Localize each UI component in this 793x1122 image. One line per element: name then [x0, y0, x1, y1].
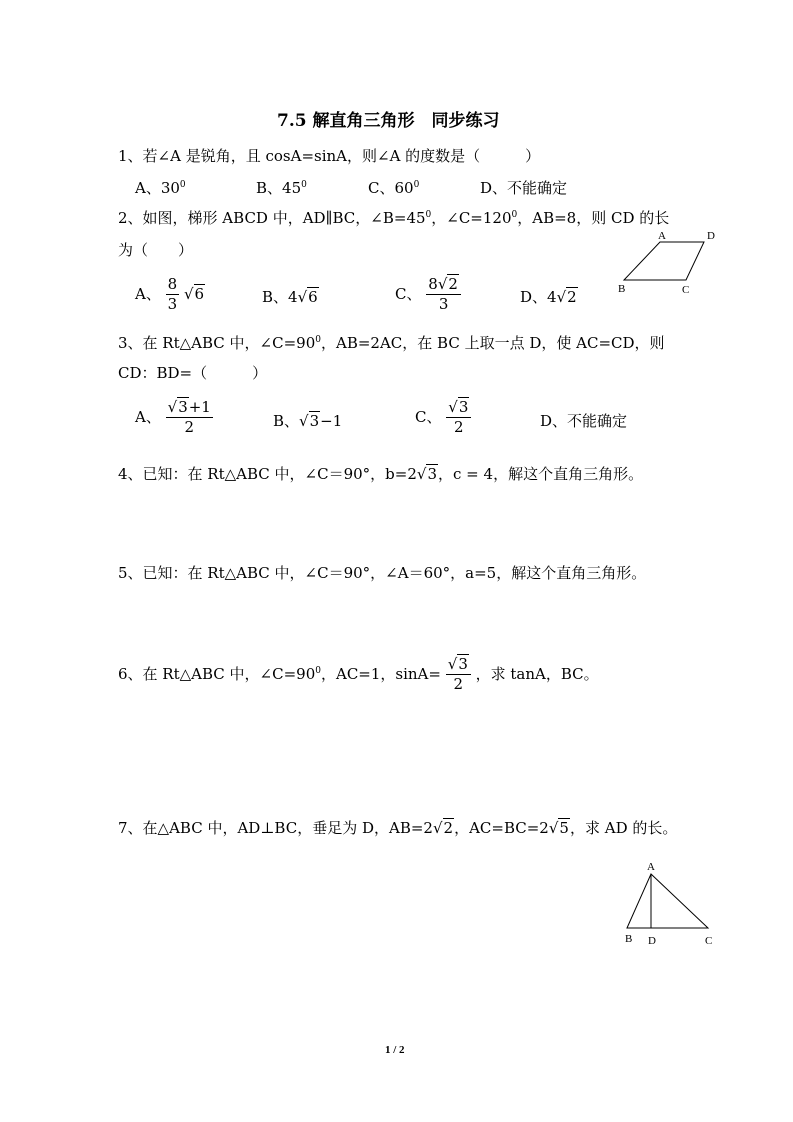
q1-option-c: C、$60^0$ — [368, 179, 420, 197]
q3-stem-line2: CD：BD=（ ） — [118, 364, 268, 382]
q5-text: 5、已知：在 Rt△ABC 中，∠C＝90°，∠A＝60°，a=5，解这个直角三角形。 — [118, 564, 647, 582]
trapezoid-figure — [612, 226, 727, 298]
fraction: $\frac{8√2}{3}$ — [426, 276, 461, 314]
q1-option-b: B、$45^0$ — [256, 179, 307, 197]
q2-option-c: C、 $\frac{8√2}{3}$ — [395, 276, 461, 314]
sqrt: √6 — [183, 284, 205, 303]
q3-option-b: B、√3−1 — [273, 412, 343, 430]
q3-option-d: D、不能确定 — [540, 412, 628, 430]
page-number: 1 / 2 — [385, 1044, 405, 1056]
sqrt: √6 — [297, 288, 318, 306]
q1-stem: 1、若∠A 是锐角，且 cosA=sinA，则∠A 的度数是（ ） — [118, 147, 541, 165]
fraction: $\frac{8}{3}$ — [167, 275, 178, 314]
triangle-figure — [618, 858, 722, 950]
sqrt: √2 — [556, 288, 577, 306]
page-title: 7.5 解直角三角形 同步练习 — [277, 111, 500, 131]
fraction: $\frac{√3}{2}$ — [446, 656, 471, 694]
label-b: B — [625, 933, 633, 945]
fraction: $\frac{√3}{2}$ — [446, 399, 471, 437]
label-a: A — [647, 861, 655, 873]
label-a: A — [658, 230, 666, 242]
q4-text: 4、已知：在 Rt△ABC 中，∠C＝90°，b=2√3，c = 4，解这个直角三角形。 — [118, 465, 644, 483]
sqrt: √5 — [548, 819, 569, 837]
q3-option-a: A、 $\frac{√3+1}{2}$ — [135, 398, 211, 437]
q1-option-d: D、不能确定 — [480, 179, 568, 197]
fraction: $\frac{√3+1}{2}$ — [167, 398, 211, 437]
sqrt: √3 — [416, 465, 438, 483]
q2-stem-line2: 为（ ） — [118, 241, 194, 259]
label-b: B — [618, 283, 626, 295]
q2-option-b: B、4√6 — [262, 288, 318, 306]
q3-stem-line1: 3、在 Rt△ABC 中，$\angle C=90^0$，AB=2AC，在 BC 上取一点 D，使 AC=CD，则 — [118, 334, 665, 352]
q7-text: 7、在△ABC 中，AD⊥BC，垂足为 D，AB=2√2，AC=BC=2√5，求 AD 的长。 — [118, 819, 678, 837]
label-c: C — [682, 284, 690, 296]
label-c: C — [705, 935, 713, 947]
q3-option-c: C、 $\frac{√3}{2}$ — [415, 399, 471, 437]
q2-stem-line1: 2、如图，梯形 ABCD 中，AD∥BC，$\angle B=45^0$，$\angle C=120^0$，AB=8，则 CD 的长 — [118, 209, 670, 227]
sqrt: √3 — [299, 412, 320, 430]
q6-text: 6、在 Rt△ABC 中，$\angle C=90^0$，AC=1，sinA= $\frac{√3}{2}$ ，求 tanA，BC。 — [118, 655, 599, 694]
label-d: D — [707, 230, 715, 242]
label-d: D — [648, 935, 656, 947]
q1-option-a: A、$30^0$ — [135, 179, 186, 197]
q2-option-a: A、 $\frac{8}{3}$ √6 — [135, 275, 205, 314]
q2-option-d: D、4√2 — [520, 288, 577, 306]
sqrt: √2 — [432, 819, 454, 837]
